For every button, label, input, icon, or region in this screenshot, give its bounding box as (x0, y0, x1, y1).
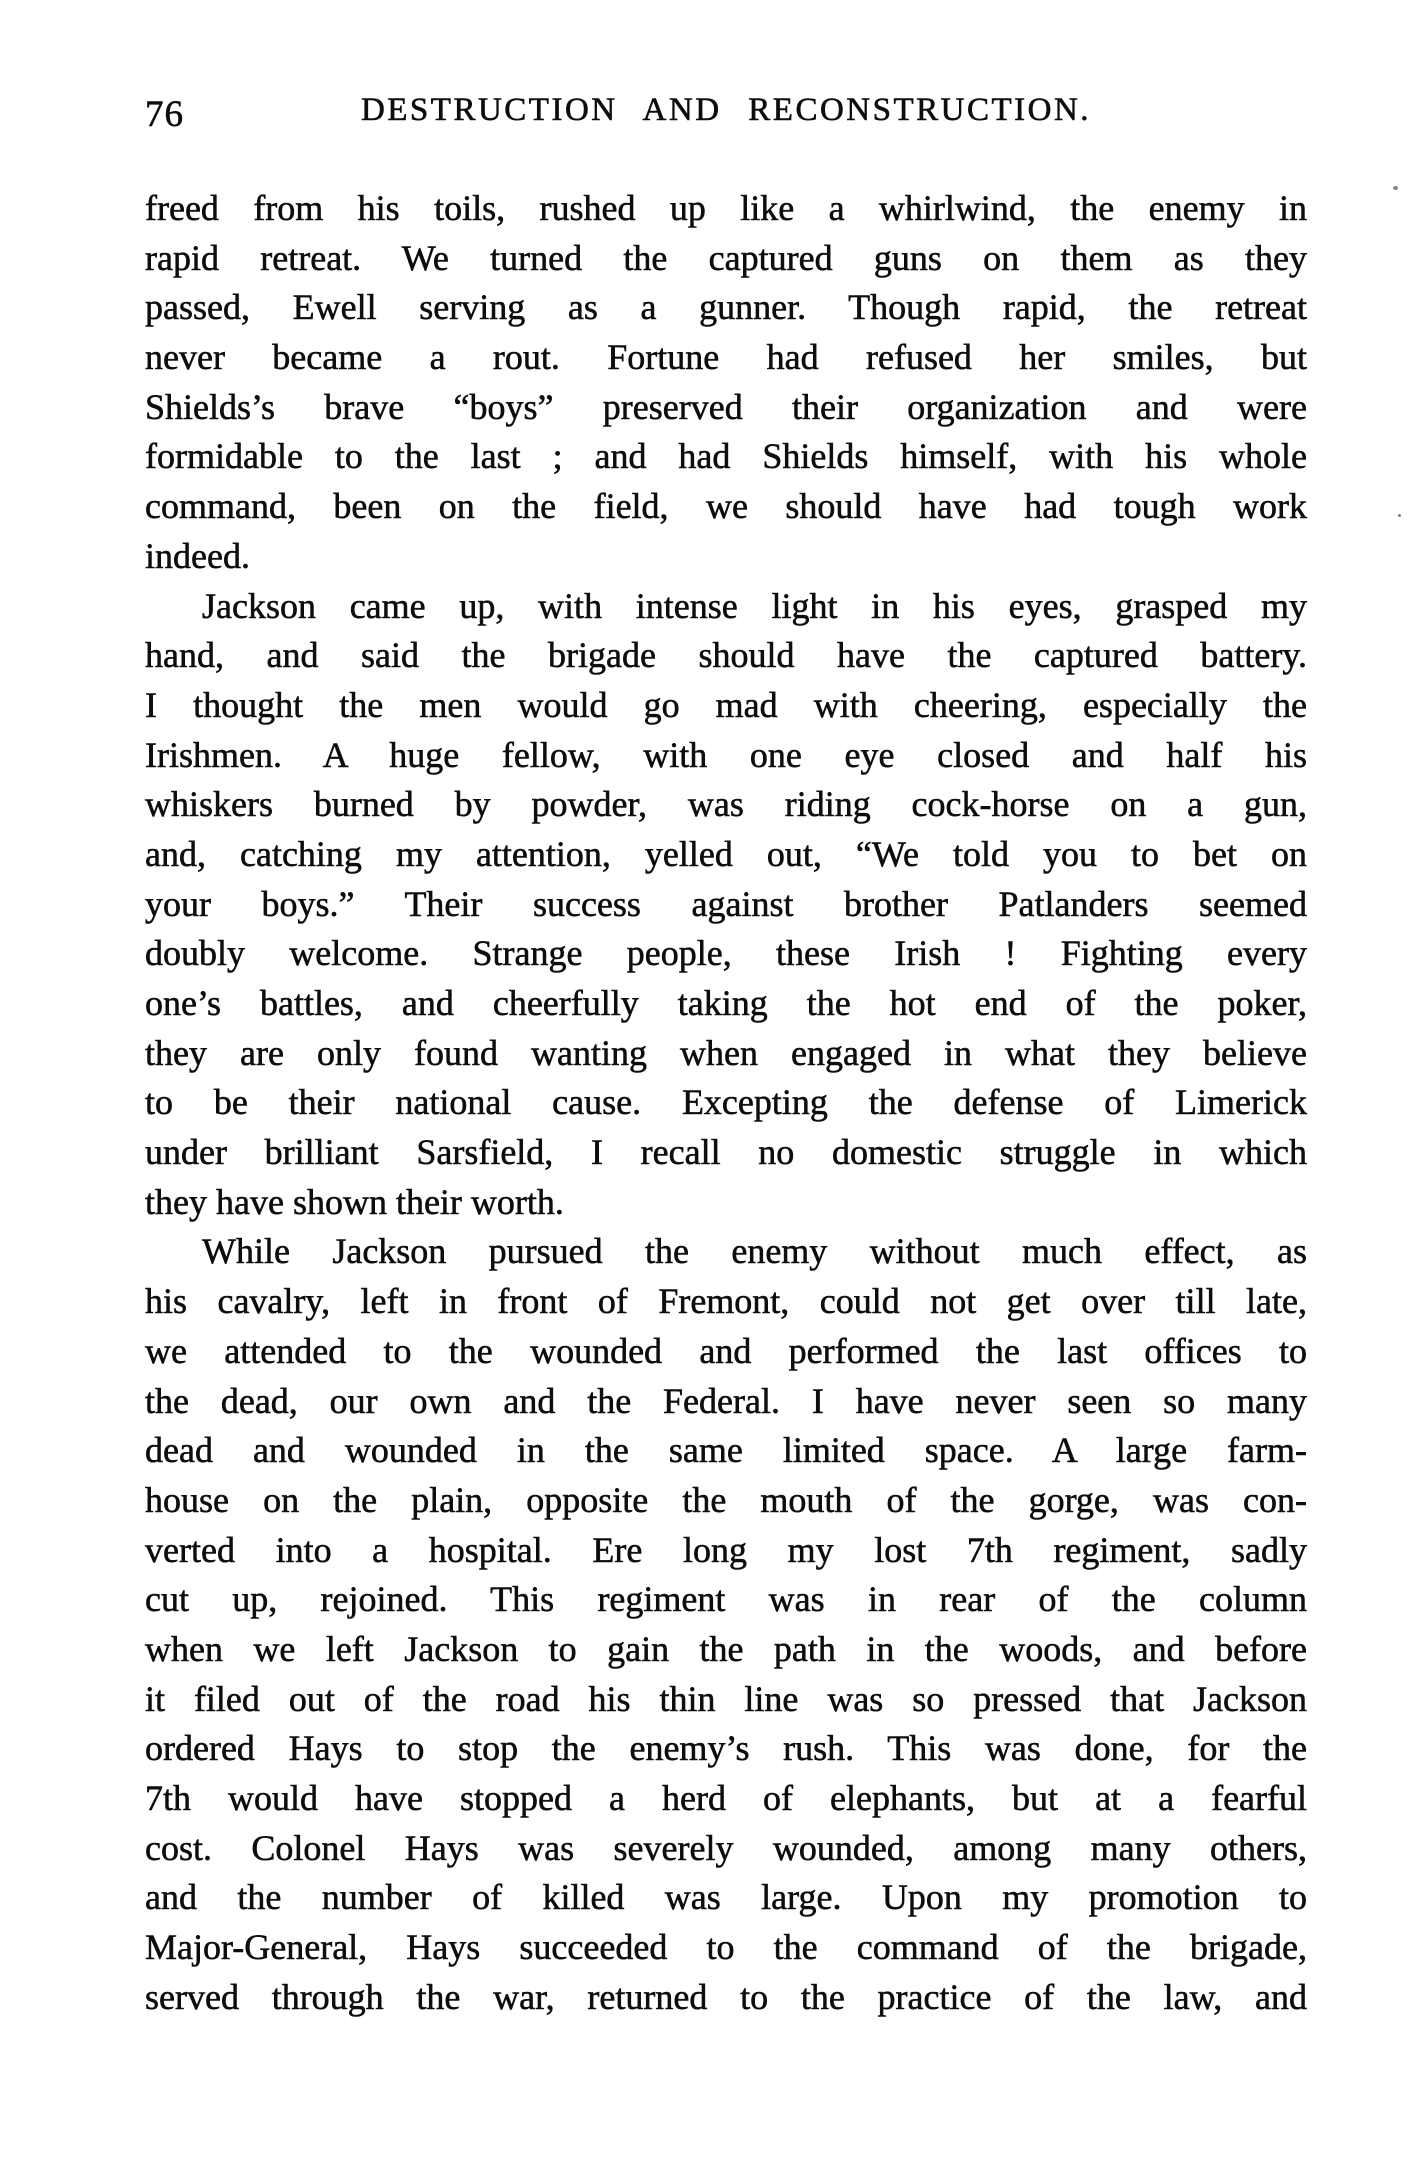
text-line: Shields’s brave “boys” preserved their organization and were (145, 386, 1307, 427)
text-line: it filed out of the road his thin line was so pressed that Jackson (145, 1678, 1307, 1719)
text-line: never became a rout. Fortune had refused her smiles, but (145, 337, 1307, 378)
text-line: 7th would have stopped a herd of elephants, but at a fearful (145, 1778, 1307, 1818)
page-header (145, 92, 1307, 142)
text-line: they have shown their worth. (145, 1181, 564, 1222)
text-line: when we left Jackson to gain the path in the woods, and before (145, 1628, 1307, 1669)
text-line: and the number of killed was large. Upon my promotion to (145, 1877, 1307, 1918)
text-line: one’s battles, and cheerfully taking the hot end of the poker, (145, 983, 1307, 1023)
text-line: to be their national cause. Excepting the defense of Limerick (145, 1082, 1307, 1123)
text-line: the dead, our own and the Federal. I have never seen so many (145, 1380, 1307, 1421)
text-line: dead and wounded in the same limited space. A large farm- (145, 1430, 1307, 1471)
text-line: formidable to the last ; and had Shields himself, with his whole (145, 436, 1307, 477)
text-line: ordered Hays to stop the enemy’s rush. This was done, for the (145, 1728, 1307, 1769)
text-line: whiskers burned by powder, was riding cock-horse on a gun, (145, 784, 1307, 825)
text-line: they are only found wanting when engaged in what they believe (145, 1032, 1307, 1073)
text-line: served through the war, returned to the practice of the law, and (145, 1976, 1307, 2017)
text-line: Major-General, Hays succeeded to the command of the brigade, (145, 1927, 1307, 1968)
text-line: cut up, rejoined. This regiment was in rear of the column (145, 1579, 1307, 1620)
page-number: 76 (145, 94, 184, 135)
page-body (145, 184, 1307, 2022)
text-line: passed, Ewell serving as a gunner. Though rapid, the retreat (145, 287, 1307, 328)
text-line: your boys.” Their success against brother Patlanders seemed (145, 883, 1307, 924)
text-line: freed from his toils, rushed up like a whirlwind, the enemy in (145, 188, 1307, 228)
text-line: command, been on the field, we should have had tough work (145, 486, 1307, 527)
running-title: DESTRUCTION AND RECONSTRUCTION. (360, 92, 1092, 128)
text-line: rapid retreat. We turned the captured guns on them as they (145, 237, 1307, 278)
text-line: indeed. (145, 535, 250, 576)
text-line: doubly welcome. Strange people, these Irish ! Fighting every (145, 933, 1307, 974)
text-line: cost. Colonel Hays was severely wounded, among many others, (145, 1827, 1307, 1868)
text-line: and, catching my attention, yelled out, “We told you to bet on (145, 833, 1307, 874)
scan-speck (1398, 514, 1401, 517)
text-line: we attended to the wounded and performed the last offices to (145, 1330, 1307, 1371)
text-line: Irishmen. A huge fellow, with one eye closed and half his (145, 734, 1307, 775)
text-line: under brilliant Sarsfield, I recall no domestic struggle in which (145, 1132, 1307, 1173)
text-line: While Jackson pursued the enemy without much effect, as (202, 1231, 1307, 1272)
text-line: house on the plain, opposite the mouth of the gorge, was con- (145, 1479, 1307, 1520)
text-line: I thought the men would go mad with cheering, especially the (145, 684, 1307, 725)
text-line: Jackson came up, with intense light in his eyes, grasped my (202, 585, 1307, 626)
scan-speck (1393, 186, 1398, 190)
text-line: verted into a hospital. Ere long my lost 7th regiment, sadly (145, 1529, 1307, 1570)
text-line: hand, and said the brigade should have the captured battery. (145, 635, 1307, 676)
text-line: his cavalry, left in front of Fremont, could not get over till late, (145, 1281, 1307, 1322)
